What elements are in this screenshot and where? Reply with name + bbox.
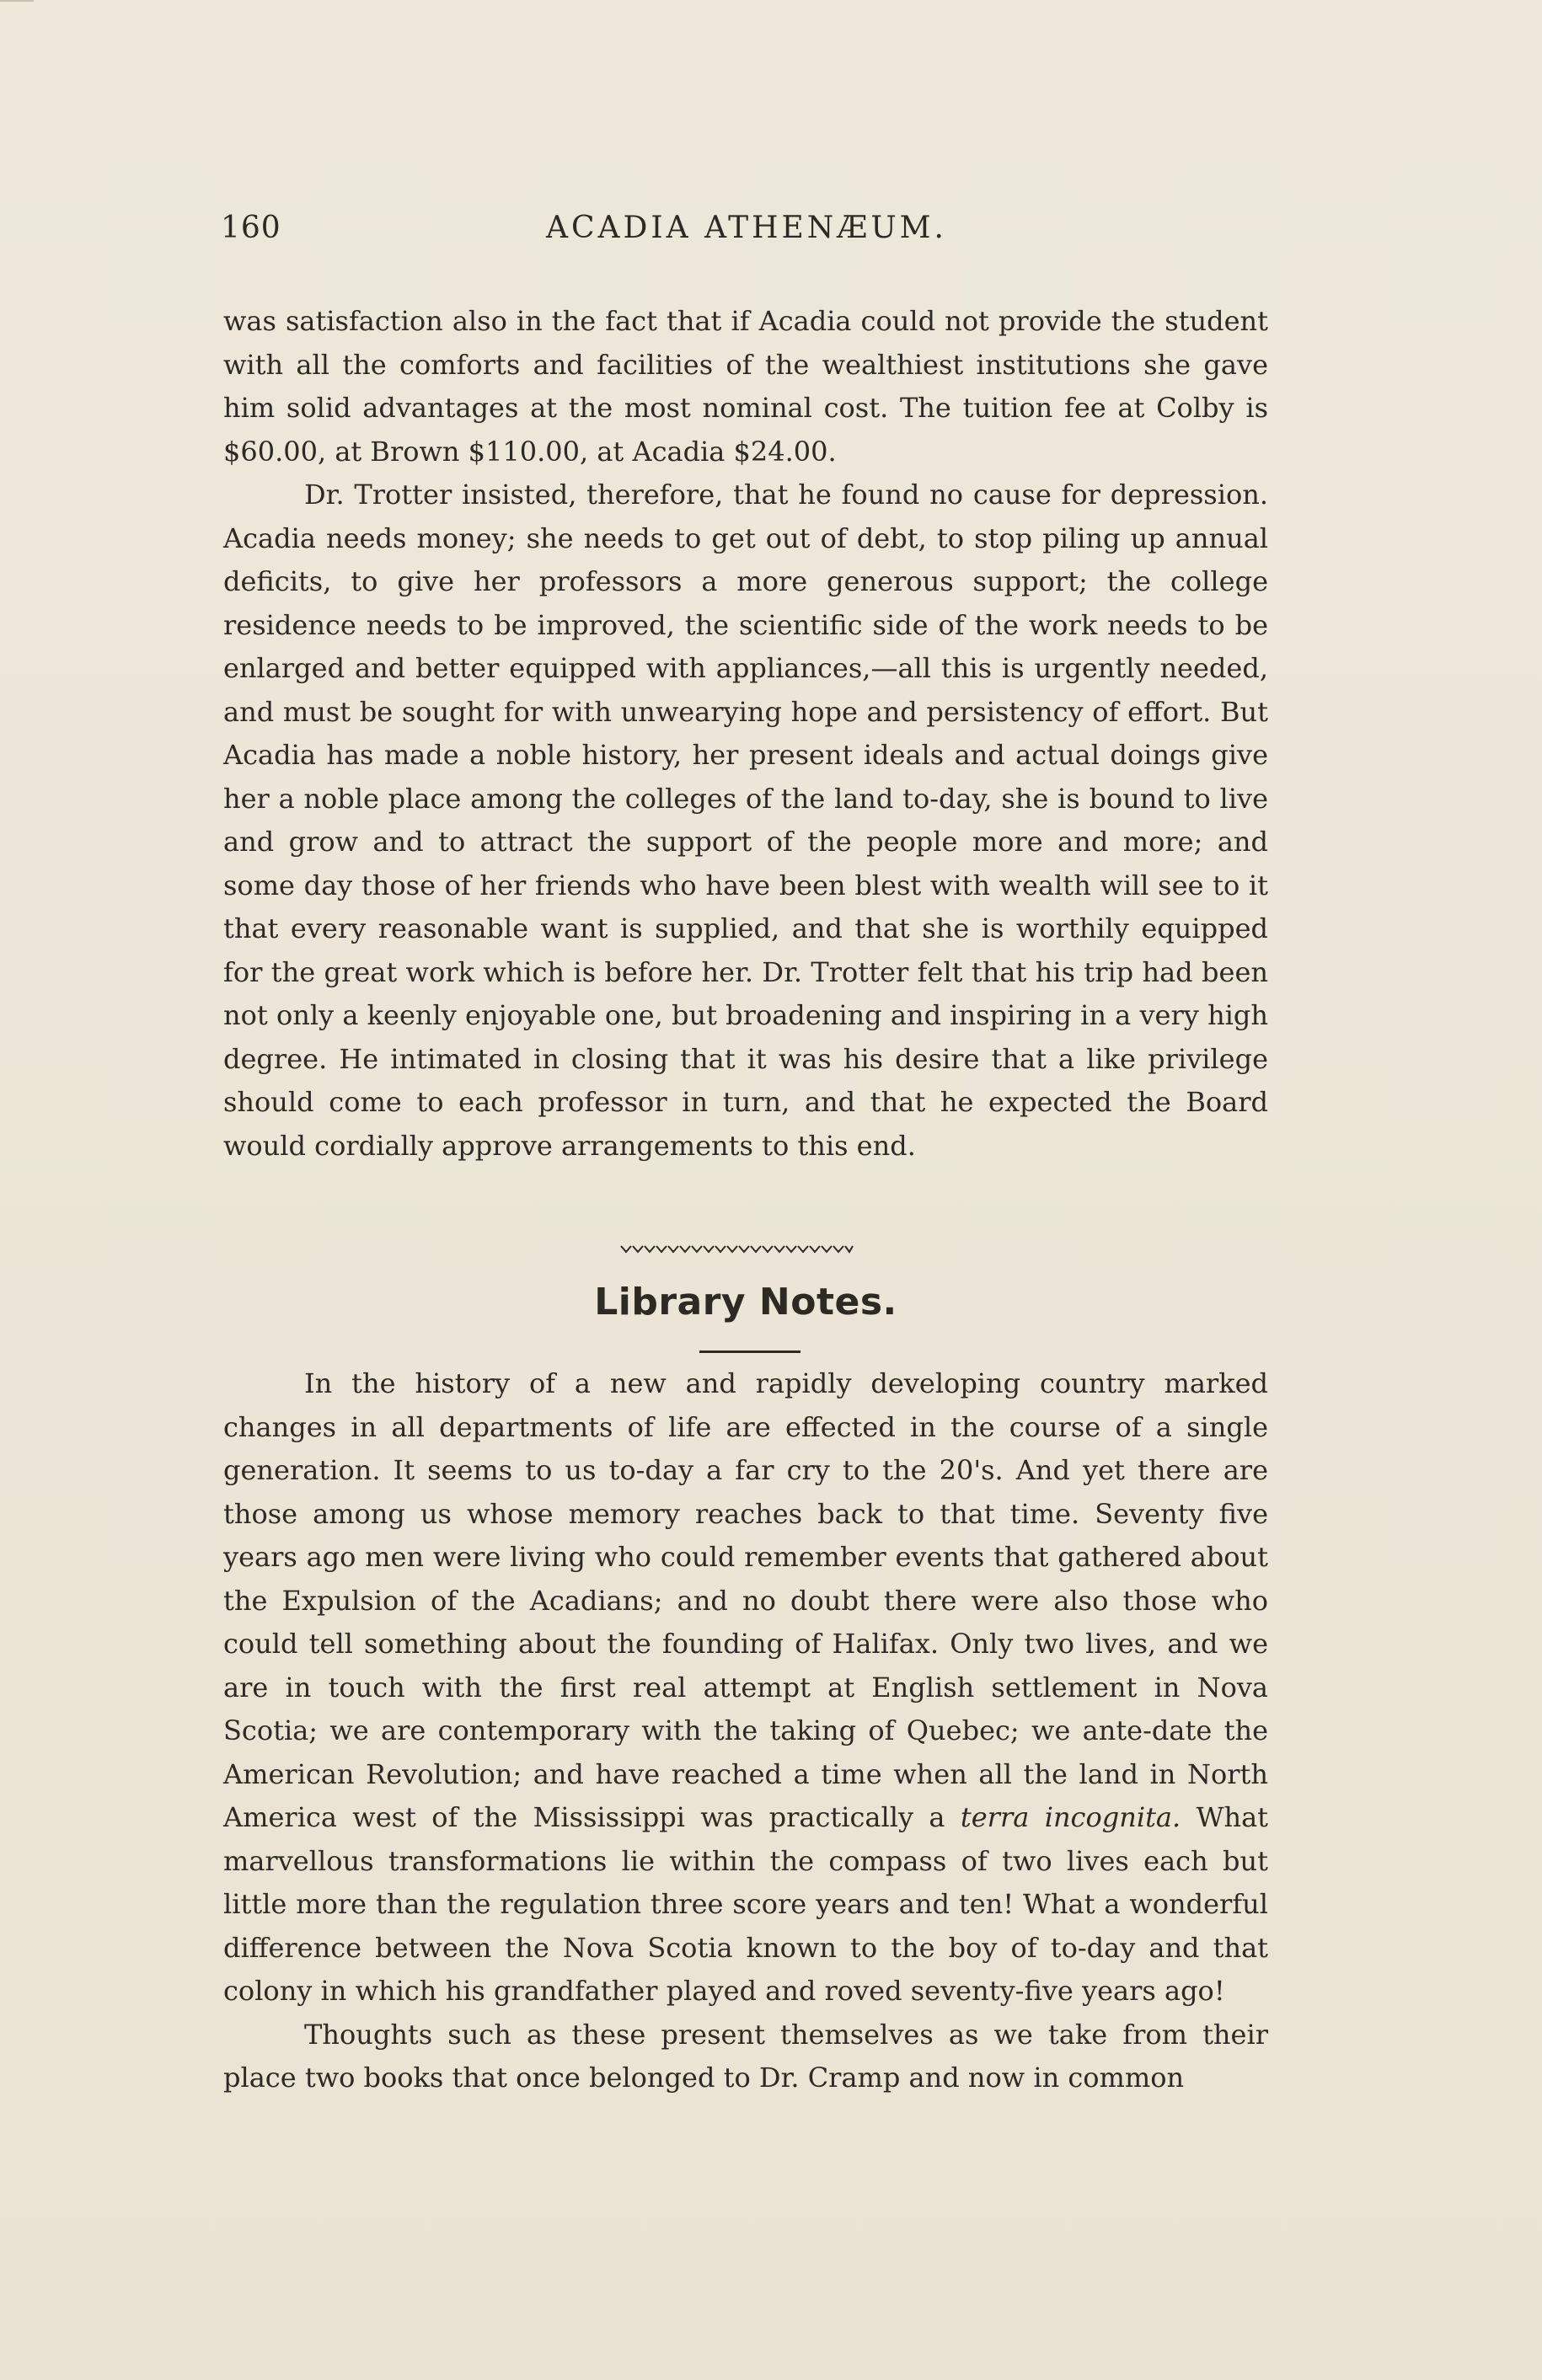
section-heading: Library Notes. — [594, 1281, 897, 1324]
library-notes-body — [223, 1362, 1268, 2100]
paragraph — [223, 1362, 1268, 2014]
running-head — [221, 211, 1272, 261]
heading-underline — [699, 1350, 800, 1353]
italic-phrase: terra incognita. — [960, 1801, 1181, 1833]
article-continuation — [223, 300, 1268, 1168]
paragraph-text: What marvellous transformations lie within the compass of two lives each but little more than the regulation three score years and ten! What a wonderful difference between the Nova Scotia known to the boy of to-day and that colony in which his grandfather played and roved seventy-five years ago! — [223, 1801, 1269, 2007]
paragraph: Thoughts such as these present themselves as we take from their place two books that once belonged to Dr. Cramp and now in common — [223, 2018, 1268, 2094]
paragraph: was satisfaction also in the fact that if Acadia could not provide the student with all the comforts and facilities of the wealthiest institutions she gave him solid advantages at the most nominal cost. The tuition fee at Colby is $60.00, at Brown $110.00, at Acadia $24.00. — [223, 305, 1268, 468]
top-edge-mark — [0, 0, 34, 2]
decorative-ornament — [619, 1243, 854, 1254]
paragraph: Dr. Trotter insisted, therefore, that he found no cause for depression. Acadia needs money; she needs to get out of debt, to stop piling up annual deficits, to give her professors a more generous support; the college residence needs to be improved, the scientific side of the work needs to be enlarged and better equipped with appliances,—all this is urgently needed, and must be sought for with unwearying hope and persistency of effort. But Acadia has made a noble history, her present ideals and actual doings give her a noble place among the colleges of the land to-day, she is bound to live and grow and to attract the support of the people more and more; and some day those of her friends who have been blest with wealth will see to it that every reasonable want is supplied, and that she is worthily equipped for the great work which is before her. Dr. Trotter felt that his trip had been not only a keenly enjoyable one, but broadening and inspiring in a very high degree. He intimated in closing that it was his desire that a like privilege should come to each professor in turn, and that he expected the Board would cordially approve arrangements to this end. — [223, 479, 1268, 1162]
journal-title: ACADIA ATHENÆUM. — [546, 211, 947, 245]
paragraph-text: In the history of a new and rapidly developing country marked changes in all departments of life are effected in the course of a single generation. It seems to us to-day a far cry to the 20's. And yet there are those among us whose memory reaches back to that time. Seventy five years ago men were living who could remember events that gathered about the Expulsion of the Acadians; and no doubt there were also those who could tell something about the founding of Halifax. Only two lives, and we are in touch with the first real attempt at English settlement in Nova Scotia; we are contemporary with the taking of Quebec; we ante-date the American Revolution; and have reached a time when all the land in North America west of the Mississippi was practically a — [223, 1367, 1268, 1833]
page-number: 160 — [221, 211, 281, 245]
